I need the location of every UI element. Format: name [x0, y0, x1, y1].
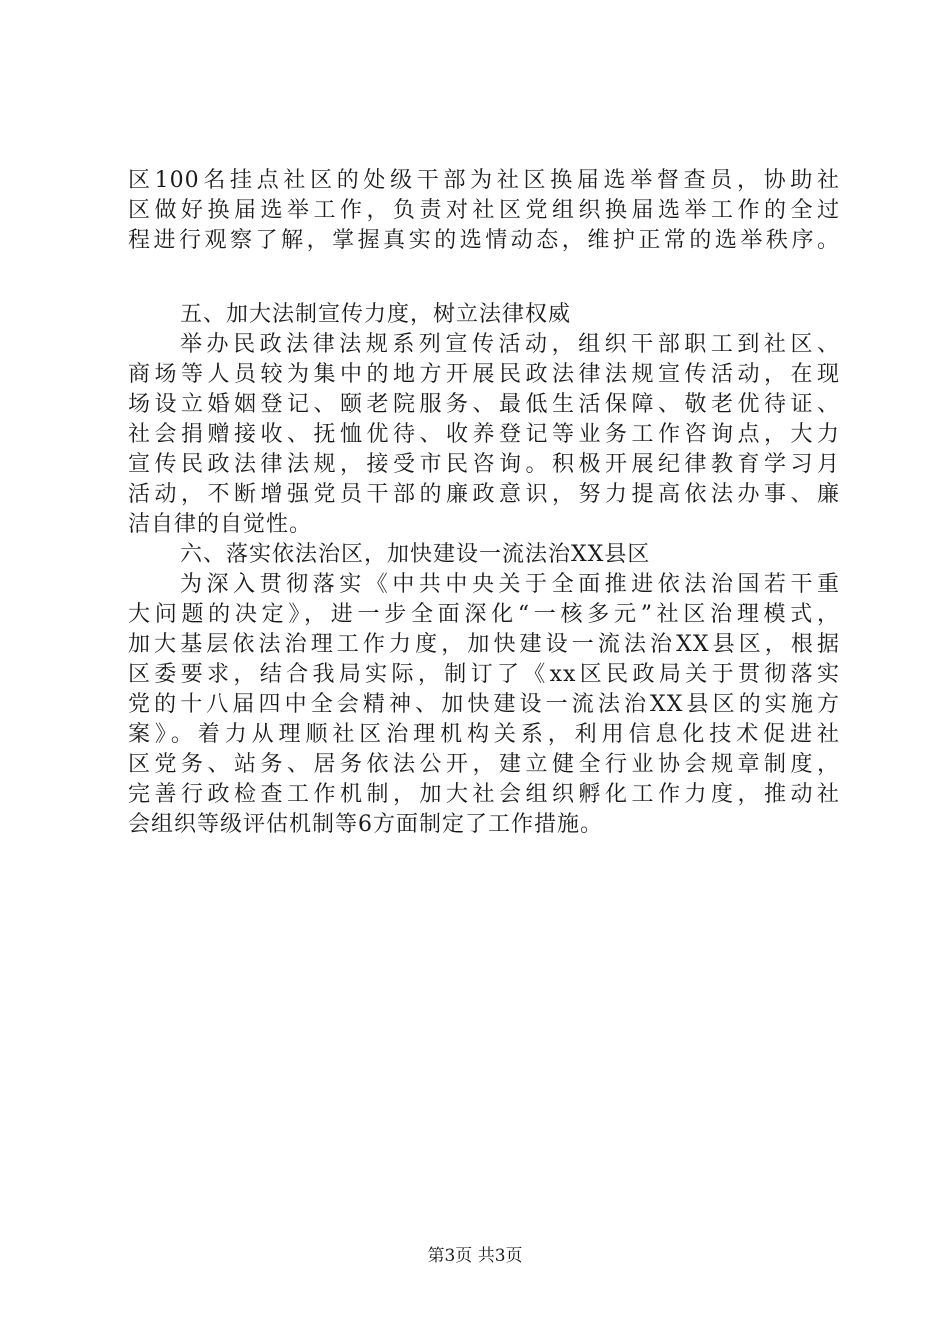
section-6: [128, 540, 840, 840]
text-line: 场设立婚姻登记、颐老院服务、最低生活保障、敬老优待证、: [128, 392, 840, 417]
text-line: 案》。着力从理顺社区治理机构关系，利用信息化技术促进社: [128, 722, 840, 747]
text-line: 为深入贯彻落实《中共中央关于全面推进依法治国若干重: [180, 572, 840, 597]
text-line: 举办民政法律法规系列宣传活动，组织干部职工到社区、: [180, 332, 840, 357]
text-line: 大问题的决定》，进一步全面深化“一核多元”社区治理模式，: [128, 602, 840, 627]
document-body: [128, 166, 840, 840]
text-line: 活动，不断增强党员干部的廉政意识，努力提高依法办事、廉: [128, 482, 840, 507]
section-5-heading: 五、加大法制宣传力度，树立法律权威: [180, 302, 572, 327]
text-line: 商场等人员较为集中的地方开展民政法律法规宣传活动，在现: [128, 362, 840, 387]
text-line: 程进行观察了解，掌握真实的选情动态，维护正常的选举秩序。: [128, 228, 840, 253]
section-6-heading: 六、落实依法治区，加快建设一流法治XX县区: [180, 542, 651, 567]
text-line: 党的十八届四中全会精神、加快建设一流法治XX县区的实施方: [128, 692, 840, 717]
text-line: 社会捐赠接收、抚恤优待、收养登记等业务工作咨询点，大力: [128, 422, 840, 447]
text-line: 区党务、站务、居务依法公开，建立健全行业协会规章制度，: [128, 752, 840, 777]
text-line: 完善行政检查工作机制，加大社会组织孵化工作力度，推动社: [128, 782, 840, 807]
text-line: 会组织等级评估机制等6方面制定了工作措施。: [128, 812, 603, 837]
section-5: [128, 300, 840, 540]
paragraph-election-supervision: [128, 166, 840, 256]
text-line: 宣传民政法律法规，接受市民咨询。积极开展纪律教育学习月: [128, 452, 840, 477]
text-line: 洁自律的自觉性。: [128, 512, 313, 537]
page-footer: 第3页 共3页: [427, 1246, 523, 1266]
text-line: 区委要求，结合我局实际，制订了《xx区民政局关于贯彻落实: [128, 662, 840, 687]
text-line: 区100名挂点社区的处级干部为社区换届选举督查员，协助社: [128, 168, 840, 193]
text-line: 加大基层依法治理工作力度，加快建设一流法治XX县区，根据: [128, 632, 840, 657]
paragraph-gap: [128, 256, 840, 300]
text-line: 区做好换届选举工作，负责对社区党组织换届选举工作的全过: [128, 198, 840, 223]
